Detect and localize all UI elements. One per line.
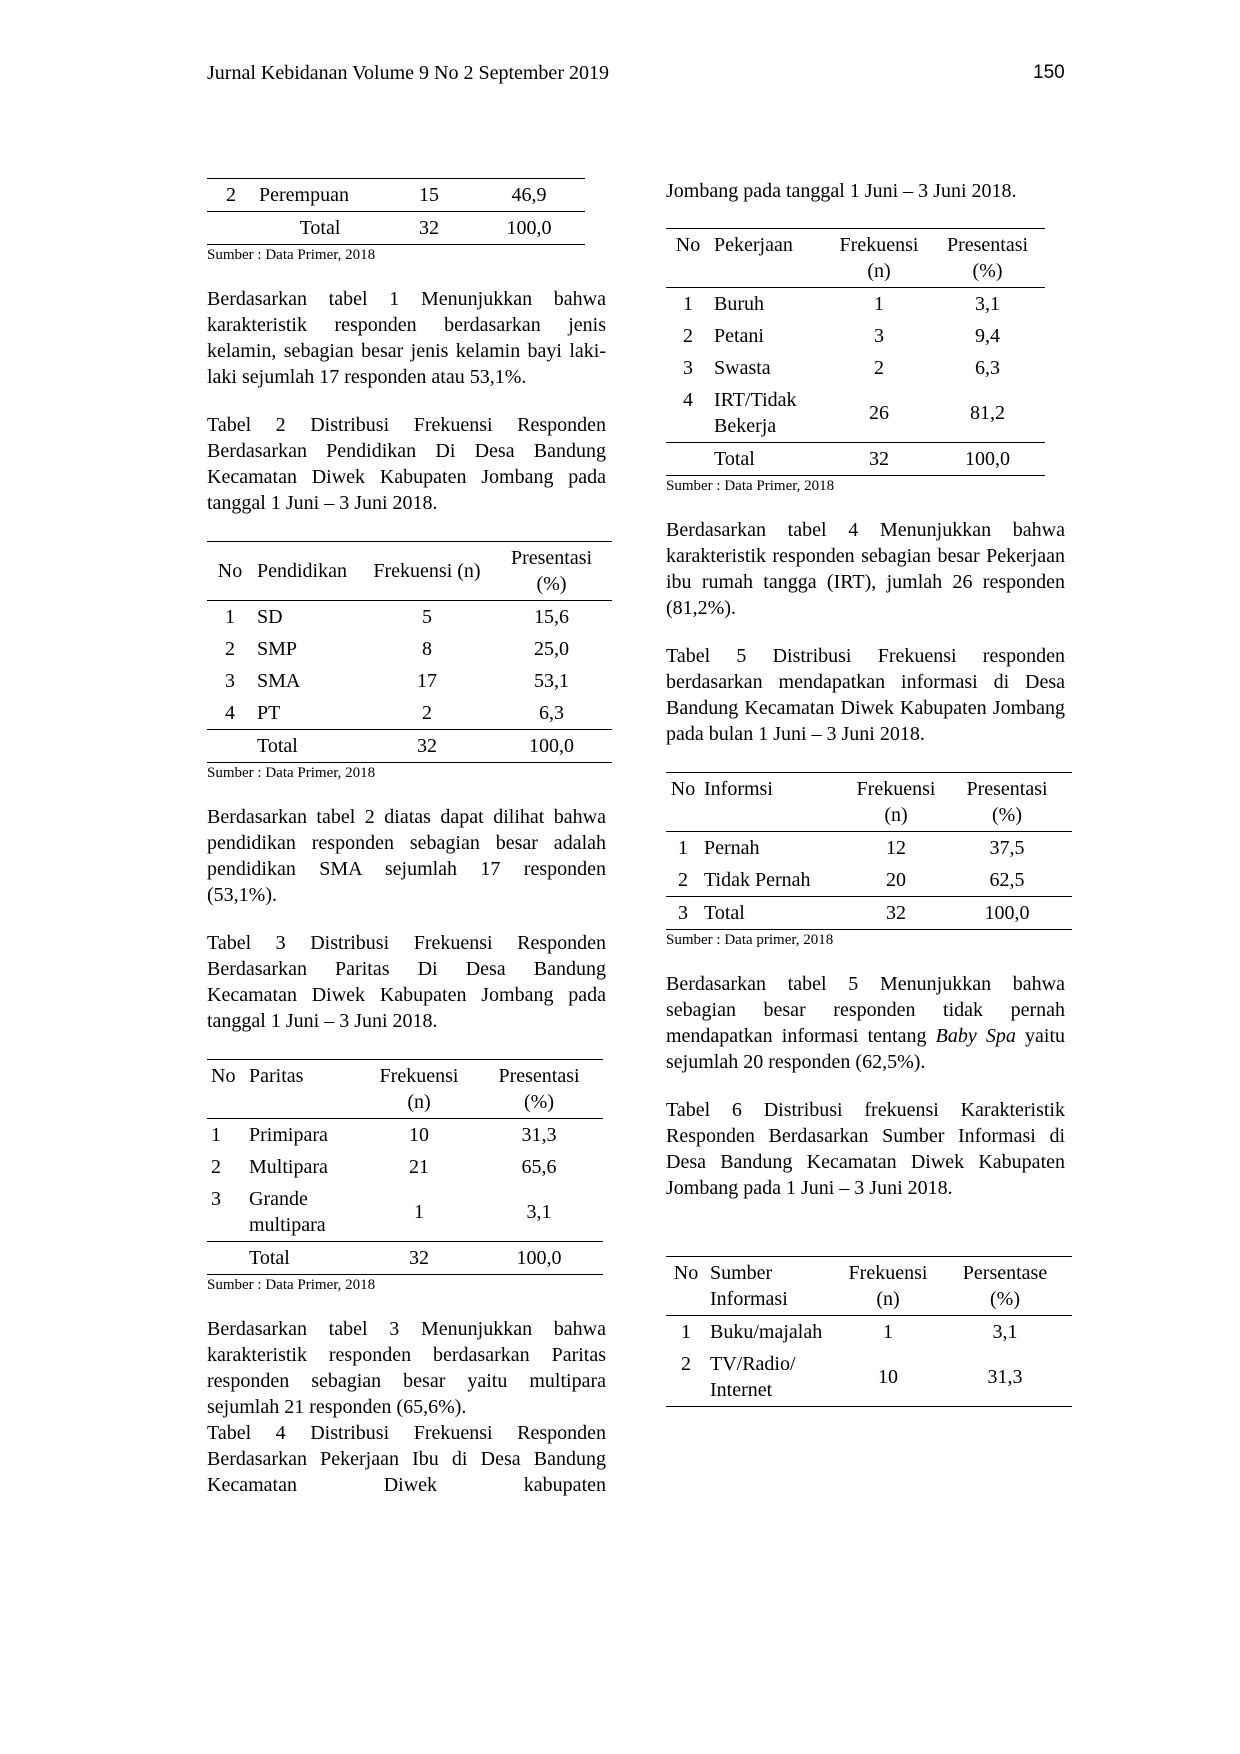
col-header-percent-label: Presentasi (946, 234, 1029, 256)
row-pct: 3,1 (975, 293, 1000, 315)
row-n: 12 (886, 837, 906, 859)
total-label: Total (700, 897, 850, 930)
row-n: 21 (409, 1156, 429, 1178)
col-header-percent (930, 229, 1045, 288)
row-label: Swasta (714, 357, 771, 379)
col-header-no: No (207, 542, 253, 601)
col-header-percent-unit: (%) (992, 804, 1022, 826)
table-source: Sumber : Data Primer, 2018 (666, 478, 835, 494)
col-header-percent-unit: (%) (990, 1288, 1020, 1310)
col-header-percent-unit: (%) (972, 260, 1003, 282)
row-n: 10 (409, 1124, 429, 1146)
table-header-row (666, 229, 1045, 288)
row-label: Perempuan (259, 184, 349, 206)
col-header-percent-unit: (%) (536, 573, 567, 595)
table-caption: Tabel 6 Distribusi frekuensi Karakteristik Responden Berdasarkan Sumber Informasi di Desa Bandung Kecamatan Diwek Kabupaten Jombang pada 1 Juni – 3 Juni 2018. (666, 1099, 1065, 1199)
row-no: 2 (225, 638, 235, 660)
row-no: 2 (681, 1353, 691, 1375)
table-header-row (207, 542, 612, 601)
table-3 (207, 1059, 603, 1275)
table-source: Sumber : Data Primer, 2018 (207, 247, 376, 263)
row-n: 17 (417, 670, 437, 692)
row-no: 1 (681, 1321, 691, 1343)
table-row (666, 1316, 1072, 1349)
table-row (666, 832, 1072, 865)
row-pct: 15,6 (534, 606, 569, 628)
total-row (666, 443, 1045, 476)
row-pct: 37,5 (989, 837, 1025, 859)
col-header-no: No (666, 773, 700, 832)
table-2 (207, 541, 612, 763)
paragraph: Berdasarkan tabel 1 Menunjukkan bahwa karakteristik responden berdasarkan jenis kelamin, sebagian besar jenis kelamin bayi laki-laki sejumlah 17 responden atau 53,1%. (207, 288, 606, 388)
row-no: 2 (226, 184, 236, 206)
row-pct: 46,9 (511, 184, 547, 206)
col-header-category: Informsi (700, 773, 850, 832)
row-pct: 31,3 (987, 1366, 1023, 1388)
row-pct: 31,3 (521, 1124, 557, 1146)
col-header-no: No (666, 229, 710, 288)
total-pct: 100,0 (491, 730, 612, 763)
table-row (666, 352, 1045, 384)
row-label: SMP (257, 638, 298, 660)
table-5 (666, 772, 1072, 930)
col-header-frequency-unit: (n) (407, 1091, 431, 1113)
table-header-row (666, 773, 1072, 832)
total-row (207, 730, 612, 763)
table-caption-continued: Jombang pada tanggal 1 Juni – 3 Juni 2018. (666, 180, 1017, 202)
table-row (207, 179, 585, 212)
col-header-frequency-label: Frekuensi (848, 1262, 928, 1284)
row-label: Tidak Pernah (704, 869, 811, 891)
table-row (207, 633, 612, 665)
col-header-frequency (363, 1060, 475, 1119)
row-no: 4 (225, 702, 235, 724)
table-1-continuation (207, 178, 585, 245)
table-header-row (666, 1257, 1072, 1316)
row-pct: 65,6 (521, 1156, 557, 1178)
table-caption: Tabel 5 Distribusi Frekuensi responden berdasarkan mendapatkan informasi di Desa Bandung Kecamatan Diwek Kabupaten Jombang pada bulan 1 Juni – 3 Juni 2018. (666, 645, 1065, 745)
col-header-percent-label: Persentase (962, 1262, 1048, 1284)
table-row (207, 601, 612, 634)
row-no: 1 (683, 293, 693, 315)
row-n: 5 (422, 606, 432, 628)
row-n: 20 (886, 869, 906, 891)
table-row (207, 1119, 603, 1152)
right-column (666, 178, 1065, 1407)
col-header-category: Sumber Informasi (706, 1257, 838, 1316)
total-n: 32 (363, 730, 491, 763)
table-row (207, 665, 612, 697)
table-row (207, 697, 612, 730)
col-header-percent-label: Presentasi (498, 1065, 580, 1087)
row-no: 1 (211, 1124, 221, 1146)
table-caption: Tabel 3 Distribusi Frekuensi Responden Berdasarkan Paritas Di Desa Bandung Kecamatan Diwek Kabupaten Jombang pada tanggal 1 Juni – 3 Juni 2018. (207, 932, 606, 1032)
table-4 (666, 228, 1045, 476)
col-header-frequency-label: Frekuensi (856, 778, 936, 800)
table-caption: Tabel 2 Distribusi Frekuensi Responden Berdasarkan Pendidikan Di Desa Bandung Kecamatan Diwek Kabupaten Jombang pada tanggal 1 Juni – 3 Juni 2018. (207, 414, 606, 514)
col-header-frequency (828, 229, 930, 288)
row-pct: 53,1 (534, 670, 569, 692)
col-header-percent (942, 773, 1072, 832)
row-label: SD (257, 606, 283, 628)
paragraph: Berdasarkan tabel 2 diatas dapat dilihat bahwa pendidikan responden sebagian besar adalah pendidikan SMA sejumlah 17 responden (53,1%). (207, 806, 606, 906)
row-n: 26 (869, 402, 889, 424)
total-n: 32 (363, 1242, 475, 1275)
col-header-frequency (838, 1257, 938, 1316)
emphasis-term: Baby Spa (935, 1025, 1016, 1047)
col-header-no: No (207, 1060, 245, 1119)
paragraph-text: yaitu sejumlah 20 responden (62,5%). (666, 1025, 1066, 1073)
col-header-percent (938, 1257, 1072, 1316)
row-pct: 62,5 (989, 869, 1025, 891)
row-label: Buku/majalah (710, 1321, 823, 1343)
row-label: Petani (714, 325, 764, 347)
col-header-frequency: Frekuensi (n) (363, 542, 491, 601)
table-row (666, 864, 1072, 897)
row-no: 3 (225, 670, 235, 692)
table-source: Sumber : Data primer, 2018 (666, 932, 834, 948)
row-pct: 81,2 (970, 402, 1005, 424)
total-pct: 100,0 (475, 1242, 603, 1275)
row-pct: 6,3 (539, 702, 564, 724)
row-n: 2 (874, 357, 884, 379)
col-header-percent-label: Presentasi (966, 778, 1048, 800)
row-label: Grande multipara (249, 1188, 326, 1236)
row-n: 10 (878, 1366, 898, 1388)
row-label: Pernah (704, 837, 760, 859)
table-row (666, 320, 1045, 352)
row-label: TV/Radio/ Internet (710, 1353, 796, 1401)
row-pct: 9,4 (975, 325, 1000, 347)
paragraph: Berdasarkan tabel 3 Menunjukkan bahwa karakteristik responden berdasarkan Paritas responden sebagian besar yaitu multipara sejumlah 21 responden (65,6%). (207, 1318, 606, 1418)
total-row (666, 897, 1072, 930)
row-n: 8 (422, 638, 432, 660)
row-pct: 3,1 (992, 1321, 1018, 1343)
page-number: 150 (1033, 62, 1065, 83)
row-n: 15 (419, 184, 439, 206)
row-no: 4 (683, 389, 693, 411)
total-row (207, 212, 585, 245)
total-no: 3 (666, 897, 700, 930)
total-label: Total (245, 1242, 363, 1275)
row-no: 3 (211, 1188, 221, 1210)
table-source: Sumber : Data Primer, 2018 (207, 765, 376, 781)
row-n: 1 (414, 1201, 424, 1223)
col-header-frequency-unit: (n) (876, 1288, 900, 1310)
table-row (207, 1183, 603, 1242)
row-pct: 25,0 (534, 638, 569, 660)
paragraph: Berdasarkan tabel 4 Menunjukkan bahwa karakteristik responden sebagian besar Pekerjaan ibu rumah tangga (IRT), jumlah 26 responden (81,2%). (666, 519, 1065, 619)
row-label: Buruh (714, 293, 764, 315)
row-pct: 6,3 (975, 357, 1000, 379)
total-n: 32 (385, 212, 473, 245)
left-column (207, 178, 606, 1498)
row-n: 1 (874, 293, 884, 315)
row-label: SMA (257, 670, 301, 692)
row-no: 3 (683, 357, 693, 379)
journal-header: Jurnal Kebidanan Volume 9 No 2 September 2019 (207, 62, 609, 84)
row-label: Primipara (249, 1124, 328, 1146)
total-row (207, 1242, 603, 1275)
row-label: PT (257, 702, 281, 724)
table-row (666, 384, 1045, 443)
table-row (207, 1151, 603, 1183)
row-n: 1 (883, 1321, 893, 1343)
col-header-frequency-unit: (n) (884, 804, 908, 826)
paragraph (666, 971, 1065, 1075)
total-label: Total (253, 730, 363, 763)
row-n: 2 (422, 702, 432, 724)
table-caption: Tabel 4 Distribusi Frekuensi Responden Berdasarkan Pekerjaan Ibu di Desa Bandung Kecamatan Diwek kabupaten (207, 1422, 606, 1496)
total-pct: 100,0 (930, 443, 1045, 476)
col-header-no: No (666, 1257, 706, 1316)
col-header-percent (475, 1060, 603, 1119)
row-label: IRT/Tidak Bekerja (714, 389, 797, 437)
col-header-percent-label: Presentasi (510, 547, 593, 569)
total-n: 32 (850, 897, 942, 930)
col-header-category: Pendidikan (253, 542, 363, 601)
table-row (666, 288, 1045, 321)
table-source: Sumber : Data Primer, 2018 (207, 1277, 376, 1293)
total-pct: 100,0 (473, 212, 585, 245)
row-label: Multipara (249, 1156, 328, 1178)
row-no: 2 (678, 869, 688, 891)
col-header-category: Paritas (245, 1060, 363, 1119)
total-pct: 100,0 (942, 897, 1072, 930)
table-6 (666, 1256, 1072, 1407)
row-no: 1 (225, 606, 235, 628)
col-header-frequency-unit: (n) (867, 260, 891, 282)
col-header-percent-unit: (%) (524, 1091, 554, 1113)
col-header-frequency-label: Frekuensi (379, 1065, 459, 1087)
col-header-category: Pekerjaan (710, 229, 828, 288)
col-header-frequency (850, 773, 942, 832)
col-header-percent (491, 542, 612, 601)
paragraph-text: Berdasarkan tabel 5 Menunjukkan bahwa sebagian besar responden tidak pernah mendapatkan informasi tentang (666, 973, 1065, 1047)
row-no: 2 (211, 1156, 221, 1178)
row-n: 3 (874, 325, 884, 347)
row-no: 2 (683, 325, 693, 347)
row-pct: 3,1 (526, 1201, 552, 1223)
total-n: 32 (828, 443, 930, 476)
table-row (666, 1348, 1072, 1407)
table-header-row (207, 1060, 603, 1119)
total-label: Total (710, 443, 828, 476)
row-no: 1 (678, 837, 688, 859)
total-label: Total (255, 212, 385, 245)
col-header-frequency-label: Frekuensi (839, 234, 919, 256)
